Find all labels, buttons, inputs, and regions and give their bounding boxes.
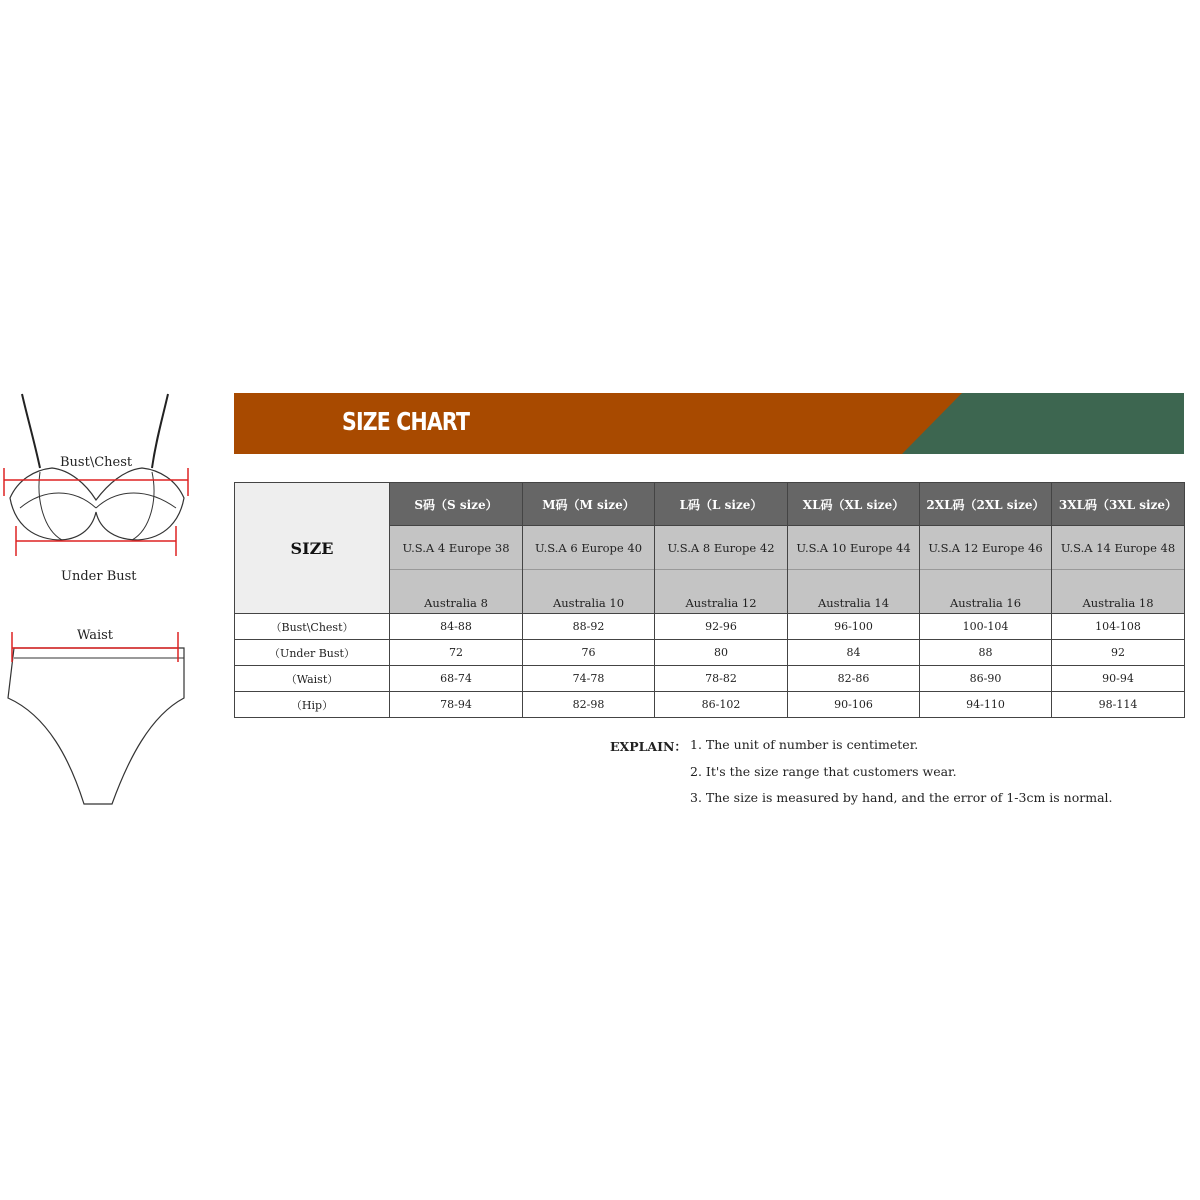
size-chart-banner: [234, 393, 1184, 454]
table-cell: 84-88: [390, 614, 523, 640]
waist-label: Waist: [77, 628, 114, 643]
explain-note-1: 1. The unit of number is centimeter.: [690, 737, 919, 752]
australia-m: Australia 10: [523, 570, 655, 614]
table-cell: 82-86: [788, 666, 920, 692]
table-row: [235, 640, 1185, 666]
us-eu-m: U.S.A 6 Europe 40: [523, 526, 655, 570]
table-cell: 76: [523, 640, 655, 666]
size-header-s: S码（S size）: [390, 483, 523, 526]
australia-3xl: Australia 18: [1052, 570, 1185, 614]
table-cell: 88-92: [523, 614, 655, 640]
us-eu-l: U.S.A 8 Europe 42: [655, 526, 788, 570]
table-cell: 100-104: [920, 614, 1052, 640]
table-cell: 86-102: [655, 692, 788, 718]
size-header-2xl: 2XL码（2XL size）: [920, 483, 1052, 526]
row-label-under-bust: （Under Bust）: [235, 640, 390, 666]
explain-title: EXPLAIN：: [610, 739, 687, 754]
table-cell: 78-94: [390, 692, 523, 718]
size-table: [234, 482, 1185, 718]
table-cell: 84: [788, 640, 920, 666]
row-label-waist: （Waist）: [235, 666, 390, 692]
under-bust-label: Under Bust: [61, 569, 137, 584]
table-row: [235, 692, 1185, 718]
table-cell: 86-90: [920, 666, 1052, 692]
us-eu-s: U.S.A 4 Europe 38: [390, 526, 523, 570]
australia-xl: Australia 14: [788, 570, 920, 614]
table-cell: 92: [1052, 640, 1185, 666]
table-cell: 96-100: [788, 614, 920, 640]
table-cell: 82-98: [523, 692, 655, 718]
table-cell: 80: [655, 640, 788, 666]
table-cell: 68-74: [390, 666, 523, 692]
size-header-m: M码（M size）: [523, 483, 655, 526]
table-cell: 92-96: [655, 614, 788, 640]
explain-note-3: 3. The size is measured by hand, and the error of 1-3cm is normal.: [690, 790, 1113, 805]
size-corner-label: SIZE: [235, 483, 390, 614]
us-eu-2xl: U.S.A 12 Europe 46: [920, 526, 1052, 570]
explain-note-2: 2. It's the size range that customers wear.: [690, 764, 957, 779]
table-cell: 90-94: [1052, 666, 1185, 692]
australia-s: Australia 8: [390, 570, 523, 614]
row-label-bust: （Bust\Chest）: [235, 614, 390, 640]
size-header-3xl: 3XL码（3XL size）: [1052, 483, 1185, 526]
bikini-illustration: [0, 380, 200, 820]
table-cell: 104-108: [1052, 614, 1185, 640]
header-size-row: [235, 483, 1185, 526]
table-row: [235, 666, 1185, 692]
table-cell: 72: [390, 640, 523, 666]
australia-l: Australia 12: [655, 570, 788, 614]
us-eu-3xl: U.S.A 14 Europe 48: [1052, 526, 1185, 570]
size-header-xl: XL码（XL size）: [788, 483, 920, 526]
row-label-hip: （Hip）: [235, 692, 390, 718]
table-cell: 98-114: [1052, 692, 1185, 718]
australia-2xl: Australia 16: [920, 570, 1052, 614]
garment-figures: [0, 380, 200, 820]
table-cell: 90-106: [788, 692, 920, 718]
bust-chest-label: Bust\Chest: [60, 455, 133, 470]
table-cell: 78-82: [655, 666, 788, 692]
banner-title: SIZE CHART: [342, 407, 470, 436]
table-cell: 88: [920, 640, 1052, 666]
us-eu-xl: U.S.A 10 Europe 44: [788, 526, 920, 570]
table-cell: 94-110: [920, 692, 1052, 718]
size-header-l: L码（L size）: [655, 483, 788, 526]
table-row: [235, 614, 1185, 640]
table-cell: 74-78: [523, 666, 655, 692]
